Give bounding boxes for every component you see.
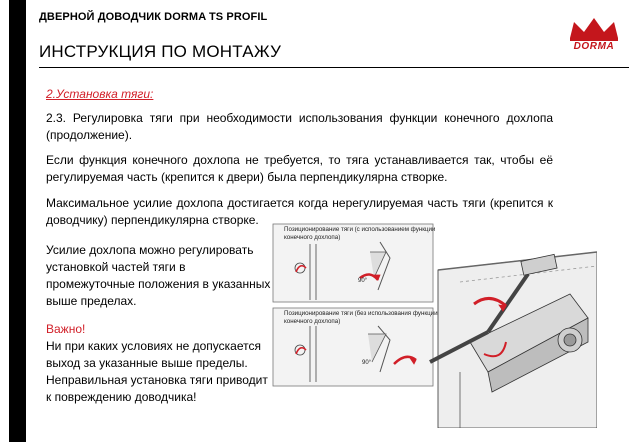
paragraph-max-force: Максимальное усилие дохлопа достигается когда нерегулируемая часть тяги (крепится к доводчику) перпендикулярна створке. [46,196,553,227]
warning-title: Важно! [46,322,86,336]
paragraph-adjustment: 2.3. Регулировка тяги при необходимости использования функции конечного дохлопа (продолжение). [46,111,553,142]
caption-without-latch: Позиционирование тяги (без использования функции конечного дохлопа) [284,310,438,325]
door-closer-illustration [270,222,597,428]
page-title: ИНСТРУКЦИЯ ПО МОНТАЖУ [39,42,282,61]
section-title: 2.Установка тяги: [46,87,154,101]
closer-assembly [430,252,597,428]
left-accent-bar [9,0,26,442]
angle-label-bottom: 90° [362,360,372,366]
angle-label-top: 90° [358,278,368,284]
dorma-logo [560,14,628,52]
logo-wordmark: DORMA [573,41,615,52]
paragraph-no-latch: Если функция конечного дохлопа не требуется, то тяга устанавливается так, чтобы её регулируемая часть (крепится к двери) была перпендикулярна створке. [46,153,553,184]
installation-diagram [270,222,597,428]
header-divider [39,67,629,68]
caption-with-latch: Позиционирование тяги (с использованием функции конечного дохлопа) [284,226,436,241]
side-note: Усилие дохлопа можно регулировать установкой частей тяги в промежуточные положения в указанных выше пределах. [46,243,271,308]
warning-text: Ни при каких условиях не допускается выход за указанные выше пределы. Неправильная установка тяги приводит к повреждению доводчика! [46,339,268,404]
product-header: ДВЕРНОЙ ДОВОДЧИК DORMA TS PROFIL [39,11,268,23]
